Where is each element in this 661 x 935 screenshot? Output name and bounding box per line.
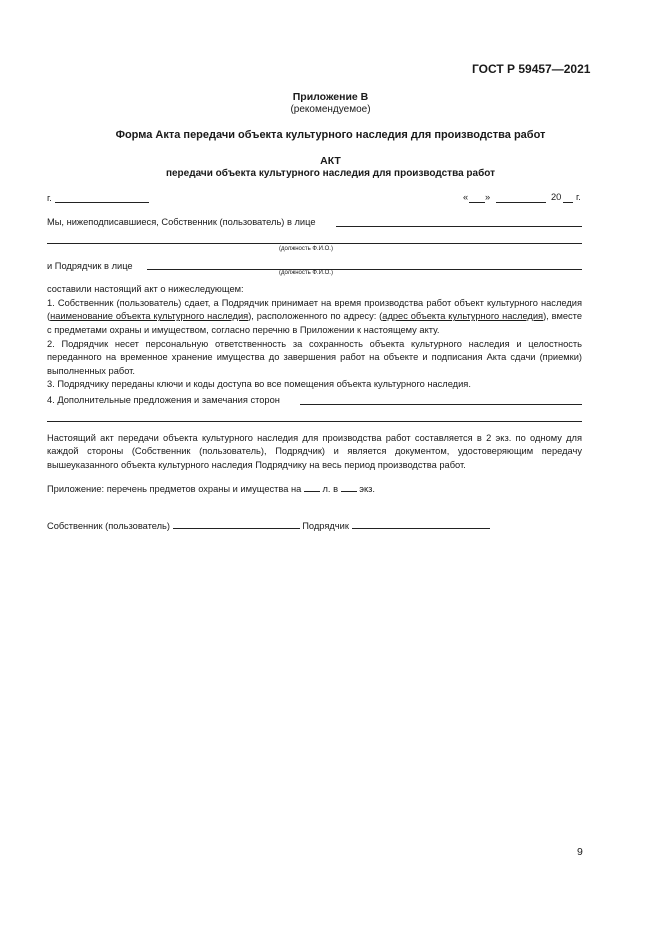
appendix-subtitle: (рекомендуемое) bbox=[290, 104, 371, 115]
owner-signature-label: Собственник (пользователь) bbox=[47, 521, 171, 531]
city-prefix: г. bbox=[47, 193, 52, 203]
copies-blank bbox=[341, 491, 357, 492]
year-suffix: г. bbox=[576, 192, 581, 202]
owner-blank-2 bbox=[47, 243, 582, 244]
contractor-line-text: и Подрядчик в лице bbox=[47, 261, 133, 271]
form-title: Форма Акта передачи объекта культурного наследия для производства работ bbox=[115, 129, 546, 141]
signature-line bbox=[47, 520, 582, 533]
city-date-line bbox=[47, 192, 582, 205]
sheets-blank bbox=[304, 491, 320, 492]
attachment-line: Приложение: перечень предметов охраны и имущества на л. в экз. bbox=[47, 484, 375, 494]
object-name: наименование объекта культурного наследия bbox=[50, 311, 249, 322]
item-3: 3. Подрядчику переданы ключи и коды доступа во все помещения объекта культурного наследия. bbox=[47, 379, 471, 389]
date-open: « bbox=[463, 192, 469, 202]
contractor-caption: (должность Ф.И.О.) bbox=[279, 270, 333, 276]
item-4: 4. Дополнительные предложения и замечания сторон bbox=[47, 395, 280, 405]
city-blank bbox=[55, 202, 149, 203]
item-2: 2. Подрядчик несет персональную ответственность за сохранность объекта культурного наследия и целостность переданного на временное хранение имущества до завершения работ на объекте и подписания Акта сдачи (приемки) выполненных работ. bbox=[47, 339, 582, 376]
page-number: 9 bbox=[577, 846, 583, 858]
closing-paragraph: Настоящий акт передачи объекта культурного наследия для производства работ составляется в 2 экз. по одному для каждой стороны (Собственник (пользователь), Подрядчик) и является документом, удостоверяющим передачу вышеуказанного объекта культурного наследия Подрядчику на весь период производства работ. bbox=[47, 433, 582, 470]
date-close: » bbox=[485, 192, 491, 202]
item-1: 1. Собственник (пользователь) сдает, а Подрядчик принимает на время производства работ объект культурного наследия (наименование объекта культурного наследия), расположенного по адресу: (адрес объекта культурного наследия), вместе с предметами охраны и имуществом, согласно перечню в Приложении к настоящему акту. bbox=[47, 298, 582, 335]
object-address: адрес объекта культурного наследия bbox=[382, 311, 544, 322]
day-blank bbox=[469, 202, 485, 203]
year-prefix: 20 bbox=[551, 192, 562, 202]
contractor-blank bbox=[147, 269, 582, 270]
act-subtitle: передачи объекта культурного наследия для производства работ bbox=[165, 168, 496, 179]
act-title: АКТ bbox=[320, 155, 341, 167]
appendix-title: Приложение В bbox=[292, 91, 369, 103]
contractor-signature-label: Подрядчик bbox=[302, 521, 349, 531]
compiled-text: составили настоящий акт о нижеследующем: bbox=[47, 284, 244, 294]
owner-caption: (должность Ф.И.О.) bbox=[279, 246, 333, 252]
month-blank bbox=[496, 202, 546, 203]
owner-blank bbox=[336, 226, 582, 227]
remarks-blank bbox=[300, 404, 582, 405]
standard-number: ГОСТ Р 59457—2021 bbox=[472, 62, 591, 76]
year-blank bbox=[563, 202, 573, 203]
contractor-signature-blank bbox=[352, 528, 490, 529]
owner-signature-blank bbox=[173, 528, 300, 529]
owner-line-text: Мы, нижеподписавшиеся, Собственник (пользователь) в лице bbox=[47, 217, 316, 227]
remarks-blank-2 bbox=[47, 421, 582, 422]
